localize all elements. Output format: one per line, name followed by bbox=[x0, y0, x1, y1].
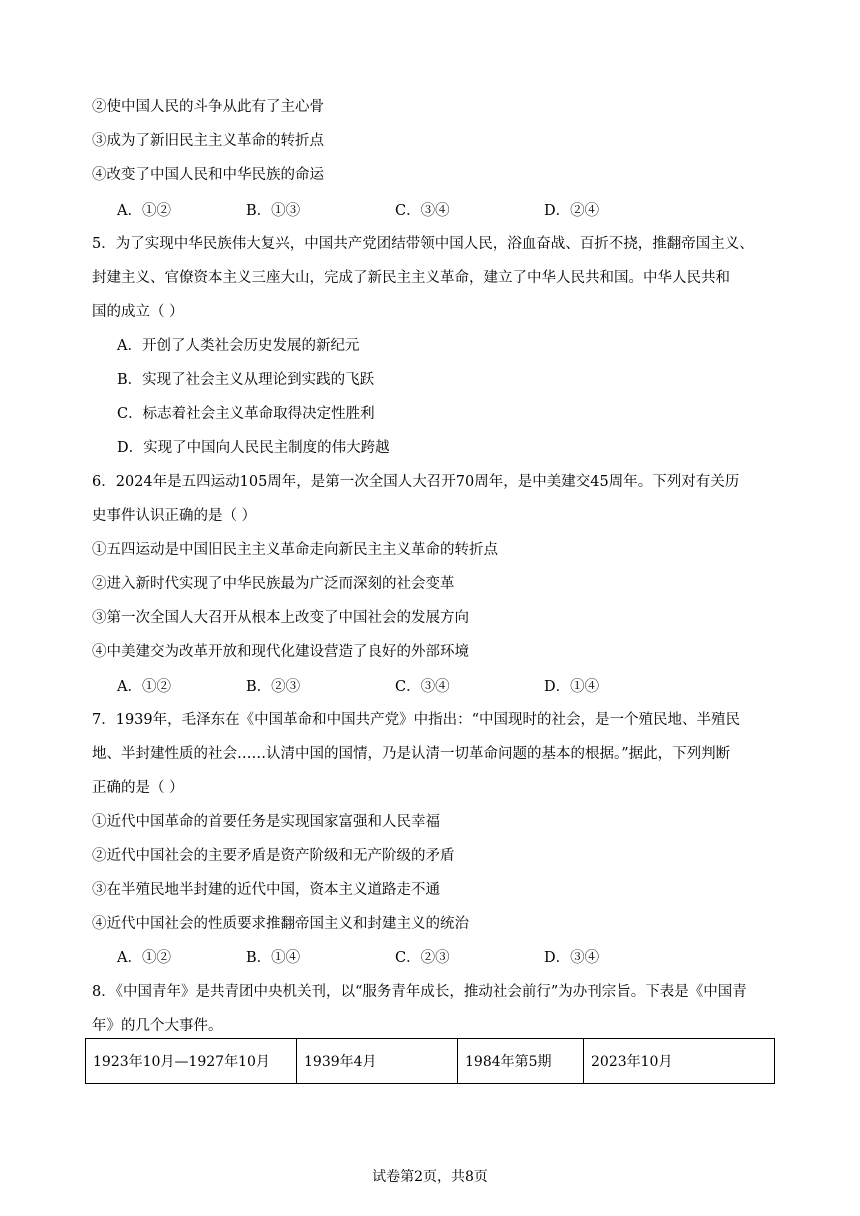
q7-stem-line-3: 正确的是（ ） bbox=[92, 780, 184, 796]
q6-stem-line-2: 史事件认识正确的是（ ） bbox=[92, 508, 257, 524]
q6-options bbox=[0, 675, 860, 695]
q7-statement-1: ①近代中国革命的首要任务是实现国家富强和人民幸福 bbox=[92, 814, 440, 830]
q4-option-d: D．②④ bbox=[544, 203, 600, 219]
q7-option-a: A．①② bbox=[117, 950, 171, 966]
q4-statement-4: ④改变了中国人民和中华民族的命运 bbox=[92, 167, 324, 183]
table-cell: 2023年10月 bbox=[584, 1039, 775, 1084]
q5-option-a: A．开创了人类社会历史发展的新纪元 bbox=[117, 338, 360, 354]
q7-statement-4: ④近代中国社会的性质要求推翻帝国主义和封建主义的统治 bbox=[92, 916, 469, 932]
q7-option-b: B．①④ bbox=[246, 950, 301, 966]
q4-options bbox=[0, 199, 860, 219]
q8-stem-line-1: 8．《中国青年》是共青团中央机关刊，以“服务青年成长，推动社会前行”为办刊宗旨。下表是《中国青 bbox=[92, 984, 747, 1000]
q5-stem-line-3: 国的成立（ ） bbox=[92, 304, 184, 320]
q7-stem-line-2: 地、半封建性质的社会……认清中国的国情，乃是认清一切革命问题的基本的根据。”据此，下列判断 bbox=[92, 746, 731, 762]
q7-statement-2: ②近代中国社会的主要矛盾是资产阶级和无产阶级的矛盾 bbox=[92, 848, 455, 864]
q7-option-c: C．②③ bbox=[395, 950, 450, 966]
q4-option-b: B．①③ bbox=[246, 203, 301, 219]
table-row bbox=[86, 1039, 775, 1084]
page-footer: 试卷第2页，共8页 bbox=[372, 1169, 488, 1185]
q5-stem-line-2: 封建主义、官僚资本主义三座大山，完成了新民主主义革命，建立了中华人民共和国。中华人民共和 bbox=[92, 270, 730, 286]
q6-statement-4: ④中美建交为改革开放和现代化建设营造了良好的外部环境 bbox=[92, 644, 469, 660]
q6-option-c: C．③④ bbox=[395, 679, 450, 695]
table-cell: 1939年4月 bbox=[297, 1039, 458, 1084]
q6-option-b: B．②③ bbox=[246, 679, 301, 695]
q4-statement-3: ③成为了新旧民主主义革命的转折点 bbox=[92, 133, 324, 149]
q4-option-c: C．③④ bbox=[395, 203, 450, 219]
q6-statement-2: ②进入新时代实现了中华民族最为广泛而深刻的社会变革 bbox=[92, 576, 455, 592]
q4-statement-2: ②使中国人民的斗争从此有了主心骨 bbox=[92, 99, 324, 115]
q5-option-d: D．实现了中国向人民民主制度的伟大跨越 bbox=[117, 440, 390, 456]
q6-statement-3: ③第一次全国人大召开从根本上改变了中国社会的发展方向 bbox=[92, 610, 469, 626]
q8-events-table bbox=[85, 1038, 775, 1084]
q7-options bbox=[0, 946, 860, 966]
q6-statement-1: ①五四运动是中国旧民主主义革命走向新民主主义革命的转折点 bbox=[92, 542, 498, 558]
q8-stem-line-2: 年》的几个大事件。 bbox=[92, 1018, 223, 1034]
q5-stem-line-1: 5．为了实现中华民族伟大复兴，中国共产党团结带领中国人民，浴血奋战、百折不挠，推翻帝国主义、 bbox=[92, 236, 754, 252]
q6-option-d: D．①④ bbox=[544, 679, 600, 695]
q5-option-b: B．实现了社会主义从理论到实践的飞跃 bbox=[117, 372, 375, 388]
q7-stem-line-1: 7．1939年，毛泽东在《中国革命和中国共产党》中指出：“中国现时的社会，是一个殖民地、半殖民 bbox=[92, 712, 741, 728]
q7-option-d: D．③④ bbox=[544, 950, 600, 966]
table-cell: 1984年第5期 bbox=[458, 1039, 584, 1084]
q7-statement-3: ③在半殖民地半封建的近代中国，资本主义道路走不通 bbox=[92, 882, 440, 898]
q4-option-a: A．①② bbox=[117, 203, 171, 219]
table-cell: 1923年10月—1927年10月 bbox=[86, 1039, 297, 1084]
q5-option-c: C．标志着社会主义革命取得决定性胜利 bbox=[117, 406, 375, 422]
q6-stem-line-1: 6．2024年是五四运动105周年，是第一次全国人大召开70周年，是中美建交45周年。下列对有关历 bbox=[92, 474, 740, 490]
q6-option-a: A．①② bbox=[117, 679, 171, 695]
